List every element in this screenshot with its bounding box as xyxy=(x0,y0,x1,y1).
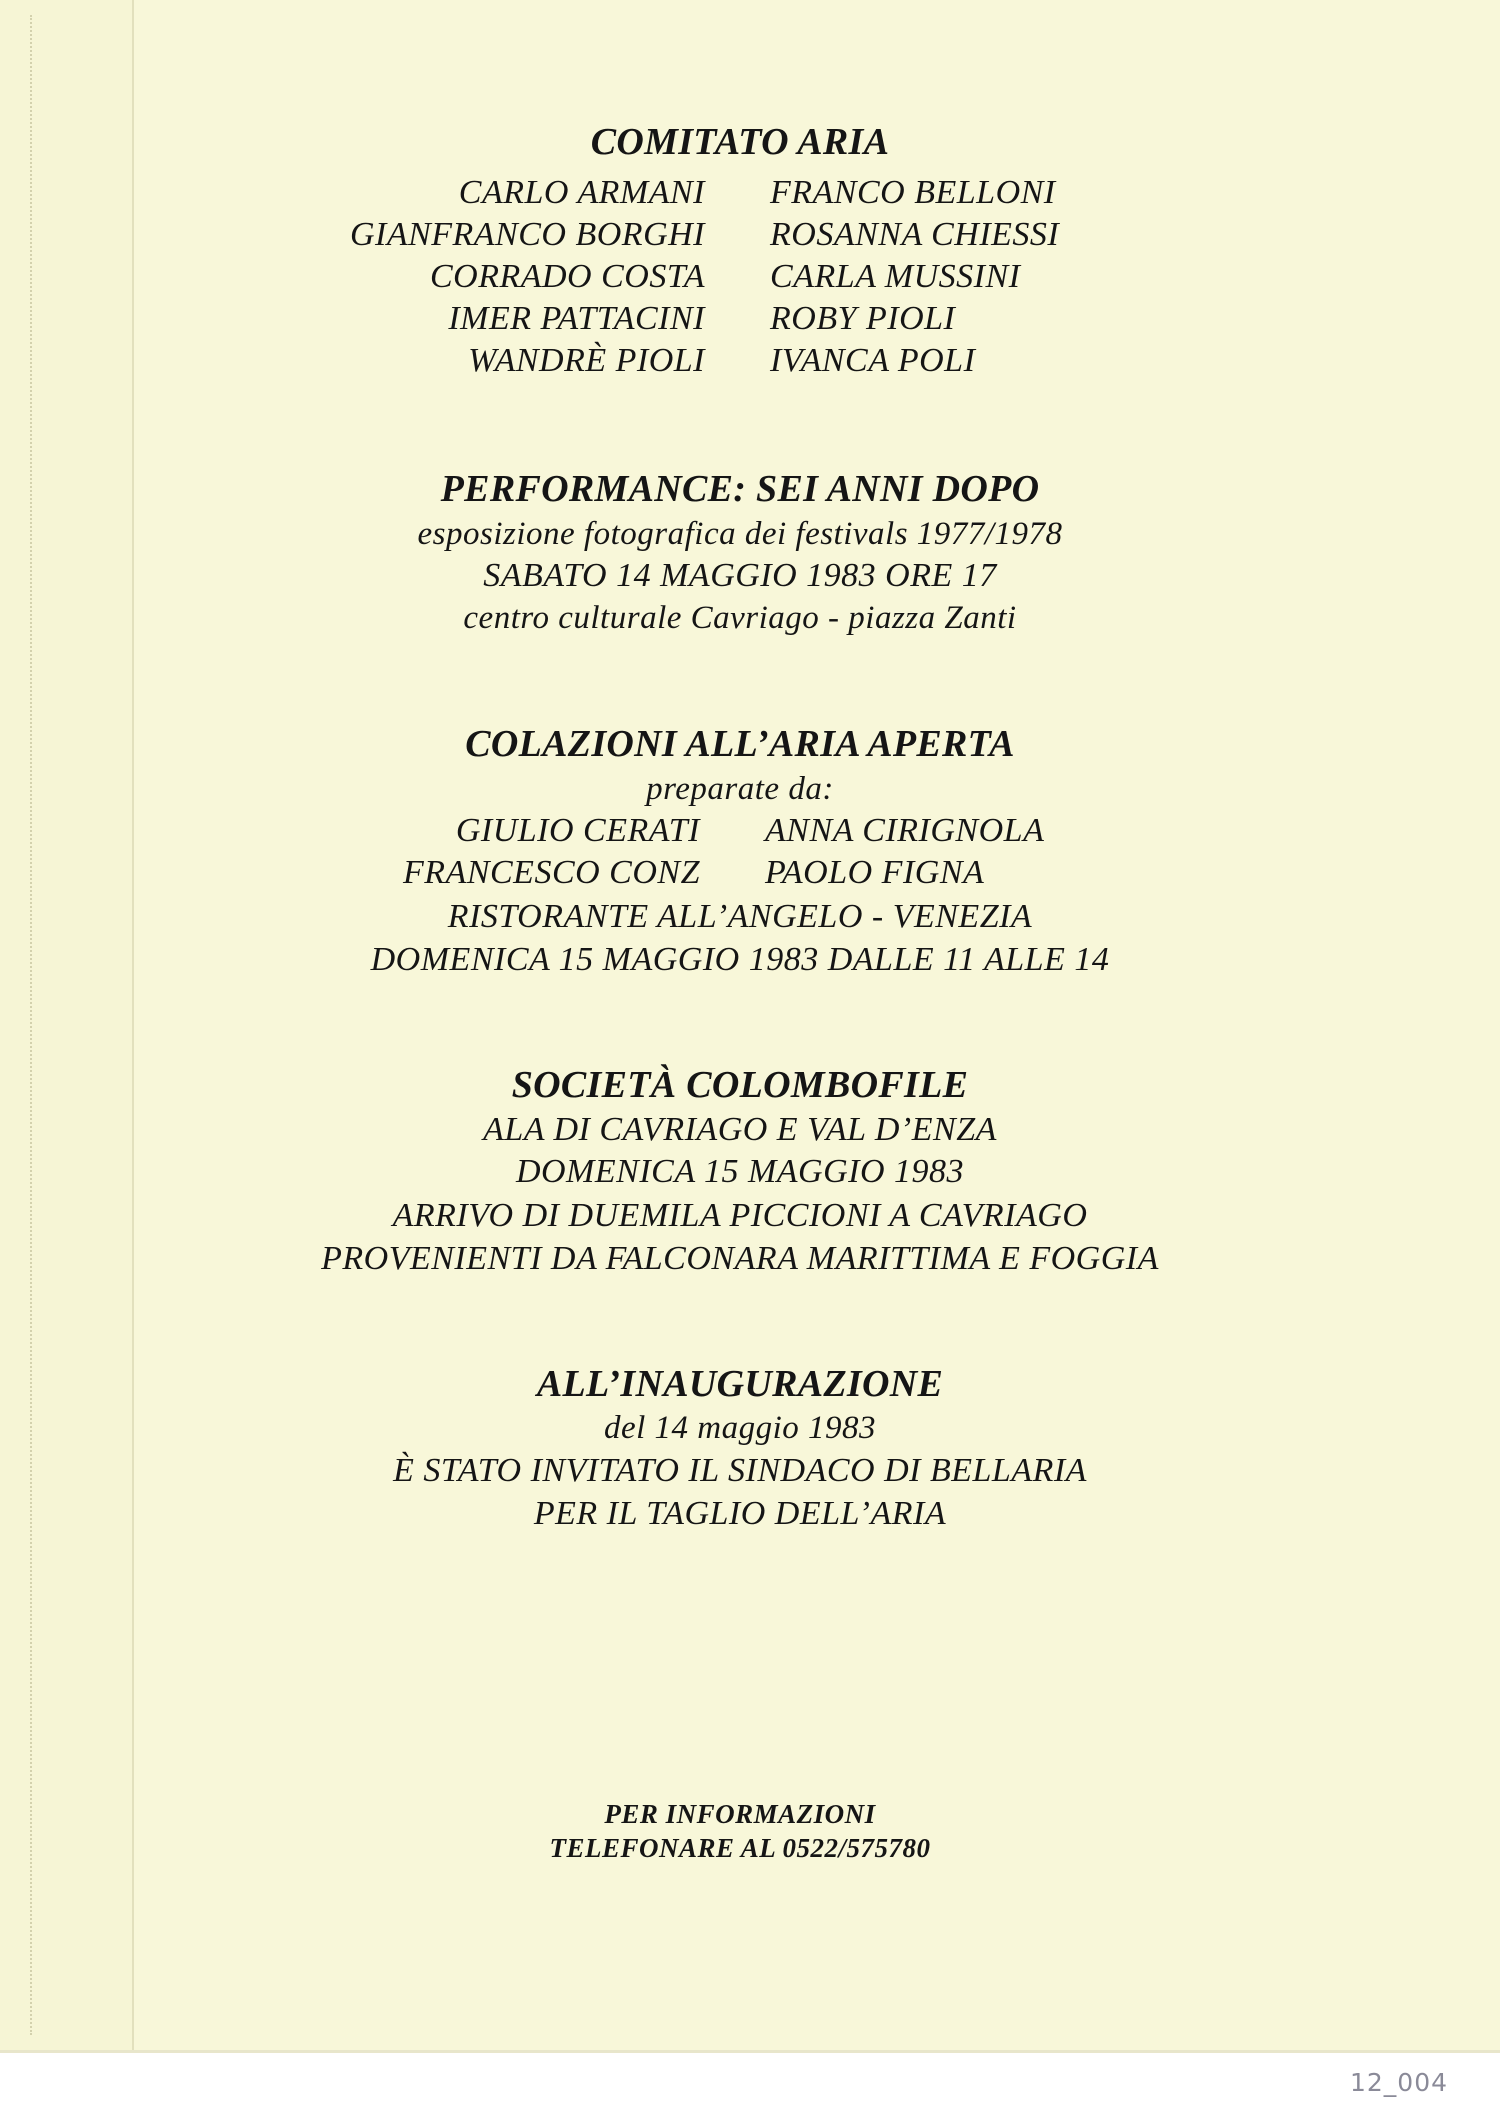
inaugurazione-line: È STATO INVITATO IL SINDACO DI BELLARIA xyxy=(393,1452,1087,1489)
performance-subtitle: esposizione fotografica dei festivals 1977/1978 xyxy=(417,516,1063,552)
comitato-member-right: IVANCA POLI xyxy=(770,342,976,379)
perforation-line xyxy=(30,15,32,2035)
comitato-member-right: ROSANNA CHIESSI xyxy=(770,216,1060,253)
comitato-member-left: CORRADO COSTA xyxy=(429,258,705,295)
comitato-member-left: CARLO ARMANI xyxy=(458,174,705,211)
societa-line: ALA DI CAVRIAGO E VAL D’ENZA xyxy=(483,1111,997,1148)
societa-line: PROVENIENTI DA FALCONARA MARITTIMA E FOGGIA xyxy=(321,1240,1159,1277)
colazioni-subtitle: preparate da: xyxy=(646,771,834,807)
comitato-member-right: CARLA MUSSINI xyxy=(770,258,1021,295)
comitato-member-left: WANDRÈ PIOLI xyxy=(468,342,705,379)
societa-title: SOCIETÀ COLOMBOFILE xyxy=(511,1064,969,1106)
comitato-member-left: GIANFRANCO BORGHI xyxy=(349,216,705,253)
perforated-strip xyxy=(0,0,132,2050)
societa-line: DOMENICA 15 MAGGIO 1983 xyxy=(515,1153,965,1190)
colazioni-name-right: ANNA CIRIGNOLA xyxy=(765,812,1045,849)
colazioni-name-left: GIULIO CERATI xyxy=(455,812,700,849)
inaugurazione-line: PER IL TAGLIO DELL’ARIA xyxy=(533,1495,947,1532)
colazioni-name-right: PAOLO FIGNA xyxy=(765,854,985,891)
colazioni-restaurant: RISTORANTE ALL’ANGELO - VENEZIA xyxy=(447,898,1033,935)
colazioni-title: COLAZIONI ALL’ARIA APERTA xyxy=(465,723,1015,765)
info-line-1: PER INFORMAZIONI xyxy=(604,1799,876,1829)
colazioni-date: DOMENICA 15 MAGGIO 1983 DALLE 11 ALLE 14 xyxy=(370,941,1110,978)
performance-title: PERFORMANCE: SEI ANNI DOPO xyxy=(440,468,1040,510)
comitato-title: COMITATO ARIA xyxy=(590,121,890,163)
page-edge xyxy=(0,2050,1500,2053)
performance-place: centro culturale Cavriago - piazza Zanti xyxy=(463,600,1017,636)
comitato-member-left: IMER PATTACINI xyxy=(448,300,705,337)
comitato-member-right: FRANCO BELLONI xyxy=(770,174,1056,211)
colazioni-name-left: FRANCESCO CONZ xyxy=(403,854,700,891)
societa-line: ARRIVO DI DUEMILA PICCIONI A CAVRIAGO xyxy=(392,1197,1088,1234)
info-line-2: TELEFONARE AL 0522/575780 xyxy=(549,1833,931,1863)
comitato-member-right: ROBY PIOLI xyxy=(770,300,956,337)
inaugurazione-title: ALL’INAUGURAZIONE xyxy=(536,1363,944,1405)
performance-date: SABATO 14 MAGGIO 1983 ORE 17 xyxy=(483,557,997,594)
fold-line xyxy=(132,0,134,2050)
inaugurazione-subtitle: del 14 maggio 1983 xyxy=(603,1410,877,1446)
archive-mark: 12_004 xyxy=(1350,2068,1449,2097)
